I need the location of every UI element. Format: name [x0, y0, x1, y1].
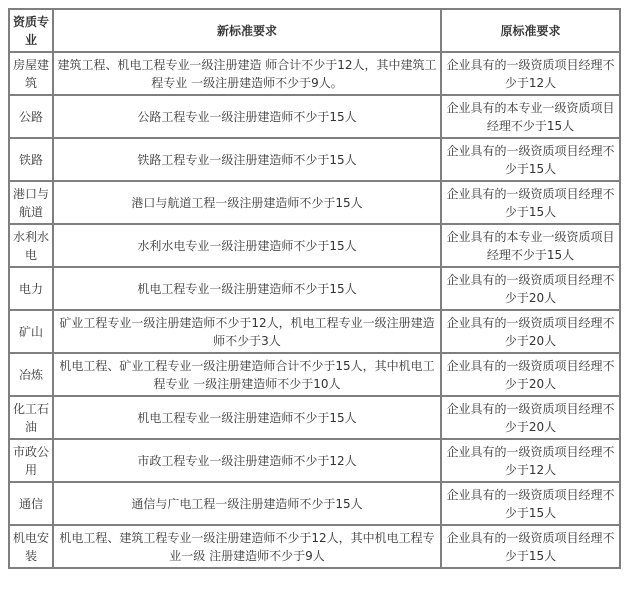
cell-new-requirement: 水利水电专业一级注册建造师不少于15人: [53, 224, 441, 267]
cell-new-requirement: 铁路工程专业一级注册建造师不少于15人: [53, 138, 441, 181]
cell-specialty: 机电安装: [9, 525, 53, 568]
cell-new-requirement: 机电工程专业一级注册建造师不少于15人: [53, 267, 441, 310]
table-row: [9, 353, 620, 396]
cell-specialty: 房屋建筑: [9, 52, 53, 95]
table-row: [9, 95, 620, 138]
table-row: [9, 482, 620, 525]
table-row: [9, 396, 620, 439]
cell-new-requirement: 公路工程专业一级注册建造师不少于15人: [53, 95, 441, 138]
table-row: [9, 439, 620, 482]
cell-new-requirement: 港口与航道工程一级注册建造师不少于15人: [53, 181, 441, 224]
cell-old-requirement: 企业具有的一级资质项目经理不少于20人: [441, 310, 620, 353]
cell-new-requirement: 建筑工程、机电工程专业一级注册建造 师合计不少于12人，其中建筑工程专业 一级注册建造师不少于9人。: [53, 52, 441, 95]
table-row: [9, 52, 620, 95]
qualification-table: [8, 8, 621, 569]
cell-old-requirement: 企业具有的一级资质项目经理不少于15人: [441, 181, 620, 224]
qualification-table-container: [8, 8, 621, 569]
cell-new-requirement: 机电工程、矿业工程专业一级注册建造师合计不少于15人，其中机电工程专业 一级注册建造师不少于10人: [53, 353, 441, 396]
table-header-row: [9, 9, 620, 52]
table-row: [9, 138, 620, 181]
cell-specialty: 水利水电: [9, 224, 53, 267]
table-row: [9, 224, 620, 267]
table-row: [9, 525, 620, 568]
cell-old-requirement: 企业具有的一级资质项目经理不少于12人: [441, 439, 620, 482]
cell-old-requirement: 企业具有的一级资质项目经理不少于20人: [441, 396, 620, 439]
cell-old-requirement: 企业具有的一级资质项目经理不少于15人: [441, 138, 620, 181]
table-row: [9, 181, 620, 224]
cell-old-requirement: 企业具有的一级资质项目经理不少于15人: [441, 482, 620, 525]
cell-new-requirement: 矿业工程专业一级注册建造师不少于12人，机电工程专业一级注册建造师不少于3人: [53, 310, 441, 353]
cell-specialty: 市政公用: [9, 439, 53, 482]
cell-new-requirement: 通信与广电工程一级注册建造师不少于15人: [53, 482, 441, 525]
header-old-requirement: 原标准要求: [441, 9, 620, 52]
header-new-requirement: 新标准要求: [53, 9, 441, 52]
cell-specialty: 港口与航道: [9, 181, 53, 224]
cell-specialty: 铁路: [9, 138, 53, 181]
header-specialty: 资质专业: [9, 9, 53, 52]
cell-new-requirement: 市政工程专业一级注册建造师不少于12人: [53, 439, 441, 482]
cell-old-requirement: 企业具有的一级资质项目经理不少于20人: [441, 353, 620, 396]
cell-old-requirement: 企业具有的本专业一级资质项目经理不少于15人: [441, 224, 620, 267]
cell-specialty: 矿山: [9, 310, 53, 353]
cell-new-requirement: 机电工程专业一级注册建造师不少于15人: [53, 396, 441, 439]
cell-specialty: 通信: [9, 482, 53, 525]
cell-specialty: 电力: [9, 267, 53, 310]
cell-new-requirement: 机电工程、建筑工程专业一级注册建造师不少于12人，其中机电工程专业一级 注册建造师不少于9人: [53, 525, 441, 568]
cell-old-requirement: 企业具有的一级资质项目经理不少于20人: [441, 267, 620, 310]
cell-old-requirement: 企业具有的一级资质项目经理不少于12人: [441, 52, 620, 95]
cell-specialty: 公路: [9, 95, 53, 138]
cell-old-requirement: 企业具有的本专业一级资质项目经理不少于15人: [441, 95, 620, 138]
table-row: [9, 310, 620, 353]
cell-old-requirement: 企业具有的一级资质项目经理不少于15人: [441, 525, 620, 568]
cell-specialty: 化工石油: [9, 396, 53, 439]
table-row: [9, 267, 620, 310]
cell-specialty: 冶炼: [9, 353, 53, 396]
